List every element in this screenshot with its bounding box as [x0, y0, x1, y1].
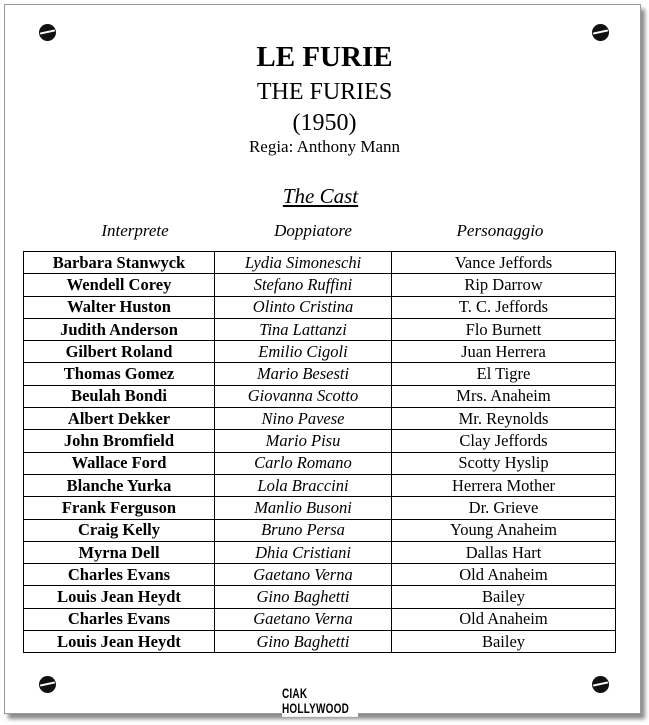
table-row: [24, 564, 616, 586]
voice-actor-cell: Gino Baghetti: [215, 586, 392, 608]
screw-icon: [592, 24, 609, 41]
column-header-personaggio: Personaggio: [456, 221, 544, 240]
character-cell: Mrs. Anaheim: [392, 385, 616, 407]
actor-cell: Myrna Dell: [24, 541, 215, 563]
voice-actor-cell: Stefano Ruffini: [215, 274, 392, 296]
character-cell: Juan Herrera: [392, 341, 616, 363]
actor-cell: Charles Evans: [24, 564, 215, 586]
voice-actor-cell: Giovanna Scotto: [215, 385, 392, 407]
release-year: (1950): [292, 110, 357, 136]
actor-cell: Beulah Bondi: [24, 385, 215, 407]
actor-cell: Frank Ferguson: [24, 497, 215, 519]
cast-table: [23, 251, 616, 653]
character-cell: Herrera Mother: [392, 474, 616, 496]
voice-actor-cell: Bruno Persa: [215, 519, 392, 541]
actor-cell: Wallace Ford: [24, 452, 215, 474]
table-row: [24, 363, 616, 385]
voice-actor-cell: Mario Pisu: [215, 430, 392, 452]
character-cell: Old Anaheim: [392, 608, 616, 630]
voice-actor-cell: Manlio Busoni: [215, 497, 392, 519]
screw-icon: [39, 24, 56, 41]
character-cell: Flo Burnett: [392, 318, 616, 340]
voice-actor-cell: Dhia Cristiani: [215, 541, 392, 563]
actor-cell: Wendell Corey: [24, 274, 215, 296]
table-row: [24, 341, 616, 363]
screw-icon: [39, 676, 56, 693]
character-cell: Dallas Hart: [392, 541, 616, 563]
english-title: THE FURIES: [256, 79, 393, 105]
column-header-interprete: Interprete: [101, 221, 169, 240]
table-row: [24, 318, 616, 340]
table-row: [24, 497, 616, 519]
character-cell: Dr. Grieve: [392, 497, 616, 519]
actor-cell: Judith Anderson: [24, 318, 215, 340]
actor-cell: Craig Kelly: [24, 519, 215, 541]
actor-cell: Gilbert Roland: [24, 341, 215, 363]
character-cell: Old Anaheim: [392, 564, 616, 586]
table-row: [24, 474, 616, 496]
cast-heading: [0, 184, 641, 209]
cast-heading-text: The Cast: [282, 184, 359, 208]
table-row: [24, 608, 616, 630]
actor-cell: Walter Huston: [24, 296, 215, 318]
character-cell: Young Anaheim: [392, 519, 616, 541]
character-cell: Scotty Hyslip: [392, 452, 616, 474]
actor-cell: Albert Dekker: [24, 408, 215, 430]
table-row: [24, 252, 616, 274]
voice-actor-cell: Carlo Romano: [215, 452, 392, 474]
voice-actor-cell: Lola Braccini: [215, 474, 392, 496]
voice-actor-cell: Olinto Cristina: [215, 296, 392, 318]
actor-cell: Barbara Stanwyck: [24, 252, 215, 274]
voice-actor-cell: Tina Lattanzi: [215, 318, 392, 340]
character-cell: El Tigre: [392, 363, 616, 385]
table-row: [24, 385, 616, 407]
character-cell: T. C. Jeffords: [392, 296, 616, 318]
table-row: [24, 296, 616, 318]
actor-cell: Charles Evans: [24, 608, 215, 630]
actor-cell: John Bromfield: [24, 430, 215, 452]
voice-actor-cell: Gaetano Verna: [215, 608, 392, 630]
voice-actor-cell: Mario Besesti: [215, 363, 392, 385]
character-cell: Vance Jeffords: [392, 252, 616, 274]
table-row: [24, 408, 616, 430]
table-row: [24, 631, 616, 653]
table-row: [24, 519, 616, 541]
character-cell: Rip Darrow: [392, 274, 616, 296]
character-cell: Bailey: [392, 586, 616, 608]
table-row: [24, 586, 616, 608]
character-cell: Clay Jeffords: [392, 430, 616, 452]
table-row: [24, 274, 616, 296]
character-cell: Bailey: [392, 631, 616, 653]
voice-actor-cell: Lydia Simoneschi: [215, 252, 392, 274]
table-row: [24, 452, 616, 474]
voice-actor-cell: Emilio Cigoli: [215, 341, 392, 363]
voice-actor-cell: Nino Pavese: [215, 408, 392, 430]
actor-cell: Thomas Gomez: [24, 363, 215, 385]
column-header-doppiatore: Doppiatore: [274, 221, 352, 240]
character-cell: Mr. Reynolds: [392, 408, 616, 430]
table-row: [24, 541, 616, 563]
voice-actor-cell: Gino Baghetti: [215, 631, 392, 653]
voice-actor-cell: Gaetano Verna: [215, 564, 392, 586]
actor-cell: Louis Jean Heydt: [24, 631, 215, 653]
italian-title: LE FURIE: [256, 41, 393, 73]
actor-cell: Blanche Yurka: [24, 474, 215, 496]
table-row: [24, 430, 616, 452]
actor-cell: Louis Jean Heydt: [24, 586, 215, 608]
screw-icon: [592, 676, 609, 693]
ciak-hollywood-logo: CIAK HOLLYWOOD: [282, 687, 358, 717]
director-credit: Regia: Anthony Mann: [248, 137, 401, 156]
